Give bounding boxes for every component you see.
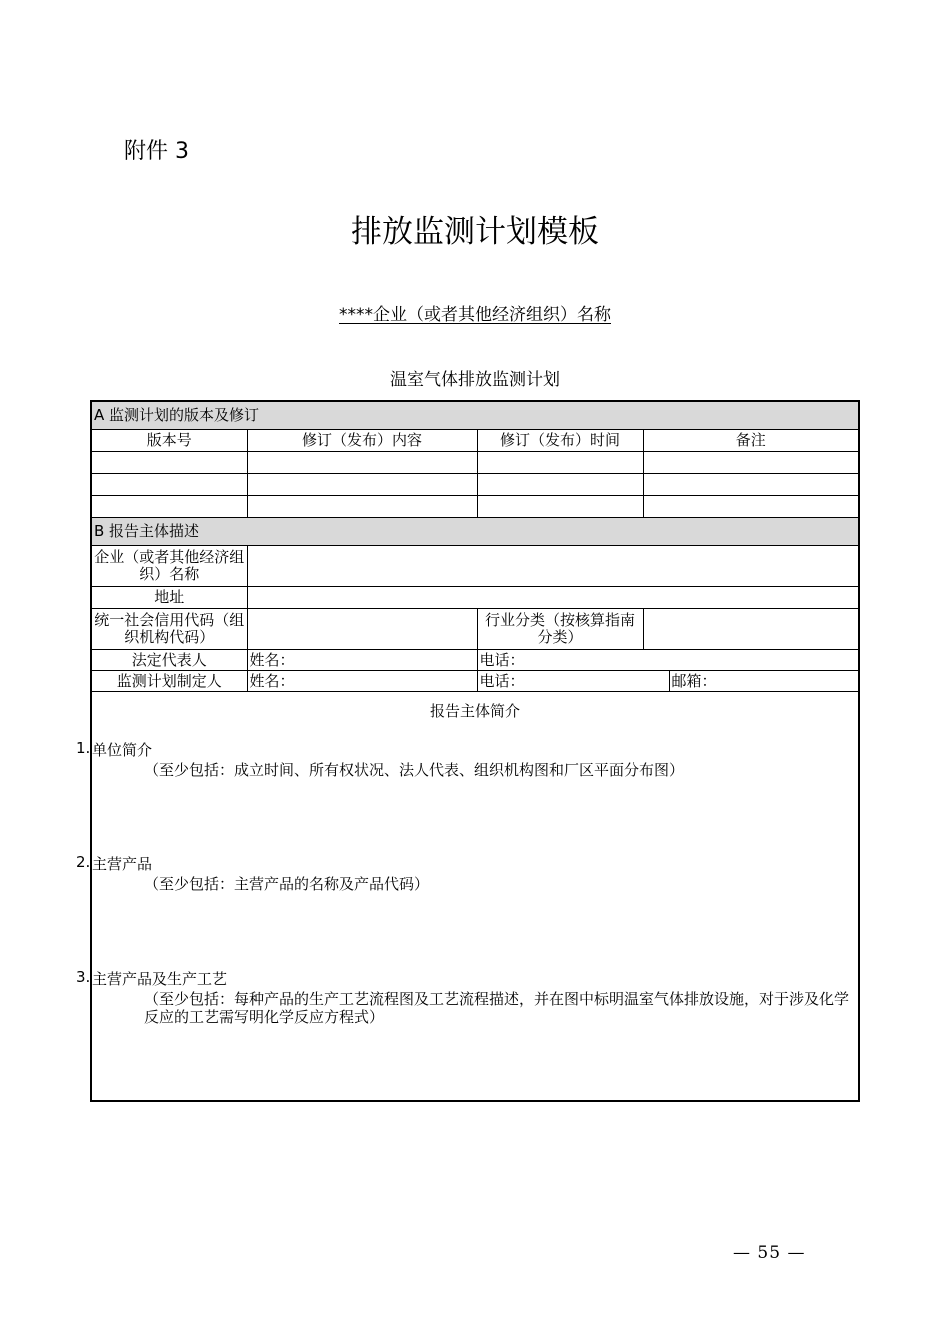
address-value[interactable] [247, 587, 858, 609]
form-table [92, 402, 858, 692]
legal-rep-row [92, 650, 858, 671]
industry-label: 行业分类（按核算指南分类） [477, 609, 643, 650]
item-note: （至少包括：每种产品的生产工艺流程图及工艺流程描述，并在图中标明温室气体排放设施，对于涉及化学反应的工艺需写明化学反应方程式） [144, 990, 850, 1026]
attachment-label: 附件 3 [124, 139, 189, 164]
revision-content-cell[interactable] [247, 452, 477, 474]
version-cell[interactable] [92, 452, 247, 474]
page-number: — 55 — [733, 1243, 806, 1263]
remarks-cell[interactable] [643, 452, 858, 474]
version-row [92, 496, 858, 518]
section-b-title: B 报告主体描述 [92, 518, 858, 546]
revision-content-cell[interactable] [247, 474, 477, 496]
header-remarks: 备注 [643, 430, 858, 452]
industry-value[interactable] [643, 609, 858, 650]
version-cell[interactable] [92, 496, 247, 518]
header-revision-content: 修订（发布）内容 [247, 430, 477, 452]
header-revision-time: 修订（发布）时间 [477, 430, 643, 452]
credit-code-label: 统一社会信用代码（组织机构代码） [92, 609, 247, 650]
section-b-header [92, 518, 858, 546]
address-label: 地址 [92, 587, 247, 609]
remarks-cell[interactable] [643, 496, 858, 518]
legal-rep-phone[interactable]: 电话： [477, 650, 858, 671]
version-row [92, 474, 858, 496]
company-name-line [0, 300, 950, 325]
planner-row [92, 671, 858, 692]
planner-phone[interactable]: 电话： [477, 671, 669, 692]
planner-name[interactable]: 姓名： [247, 671, 477, 692]
header-version: 版本号 [92, 430, 247, 452]
credit-code-value[interactable] [247, 609, 477, 650]
org-name-label: 企业（或者其他经济组织）名称 [92, 546, 247, 587]
version-row [92, 452, 858, 474]
section-a-header [92, 402, 858, 430]
item-number: 2. [76, 853, 91, 871]
credit-code-row [92, 609, 858, 650]
item-note: （至少包括：主营产品的名称及产品代码） [144, 875, 430, 893]
legal-rep-label: 法定代表人 [92, 650, 247, 671]
item-heading: 单位简介 [92, 741, 153, 759]
plan-title: 温室气体排放监测计划 [390, 370, 560, 390]
version-cell[interactable] [92, 474, 247, 496]
page-title: 排放监测计划模板 [351, 214, 599, 250]
item-heading: 主营产品及生产工艺 [92, 970, 228, 988]
remarks-cell[interactable] [643, 474, 858, 496]
legal-rep-name[interactable]: 姓名： [247, 650, 477, 671]
company-name: ****企业（或者其他经济组织）名称 [339, 305, 611, 325]
planner-email[interactable]: 邮箱： [669, 671, 858, 692]
revision-content-cell[interactable] [247, 496, 477, 518]
item-number: 1. [76, 739, 91, 757]
org-name-row [92, 546, 858, 587]
revision-time-cell[interactable] [477, 474, 643, 496]
revision-time-cell[interactable] [477, 496, 643, 518]
item-heading: 主营产品 [92, 855, 153, 873]
intro-title: 报告主体简介 [429, 702, 520, 720]
planner-label: 监测计划制定人 [92, 671, 247, 692]
section-a-title: A 监测计划的版本及修订 [92, 402, 858, 430]
org-name-value[interactable] [247, 546, 858, 587]
address-row [92, 587, 858, 609]
monitoring-plan-form [76, 400, 860, 1102]
revision-time-cell[interactable] [477, 452, 643, 474]
item-note: （至少包括：成立时间、所有权状况、法人代表、组织机构图和厂区平面分布图） [144, 761, 685, 779]
version-header-row [92, 430, 858, 452]
item-number: 3. [76, 968, 91, 986]
intro-section [76, 697, 858, 1100]
